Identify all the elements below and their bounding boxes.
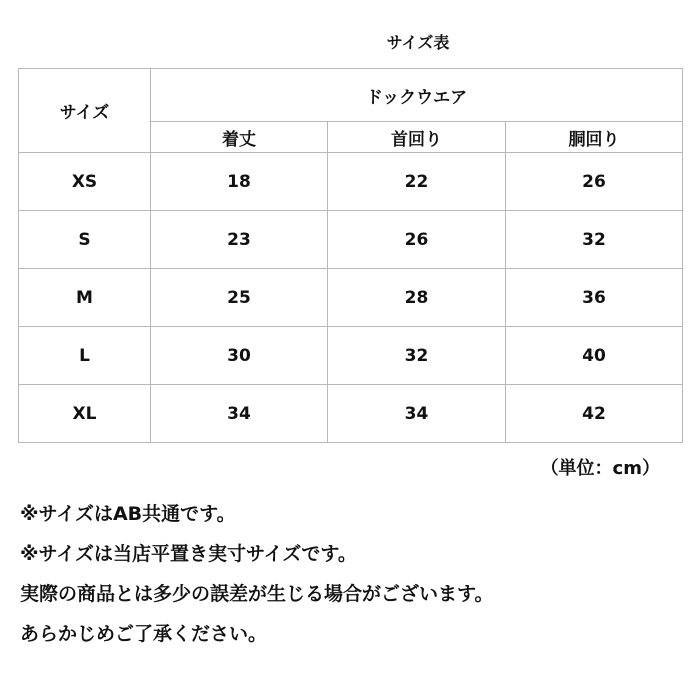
note-line: ※サイズはAB共通です。: [20, 503, 236, 525]
size-label: L: [19, 327, 151, 385]
note-line: あらかじめご了承ください。: [20, 623, 268, 645]
table-cell: 26: [506, 153, 683, 211]
size-label: XL: [19, 385, 151, 443]
size-column-header: サイズ: [19, 69, 151, 153]
table-row: [19, 211, 683, 269]
table-header-row: [19, 69, 683, 122]
group-header: ドックウエア: [151, 69, 683, 122]
table-cell: 34: [151, 385, 328, 443]
table-cell: 26: [328, 211, 506, 269]
table-cell: 22: [328, 153, 506, 211]
table-cell: 18: [151, 153, 328, 211]
table-row: [19, 153, 683, 211]
table-cell: 40: [506, 327, 683, 385]
notes: [20, 494, 493, 654]
size-label: XS: [19, 153, 151, 211]
column-header-neck: 首回り: [328, 122, 506, 153]
table-cell: 36: [506, 269, 683, 327]
size-label: S: [19, 211, 151, 269]
table-cell: 42: [506, 385, 683, 443]
unit-note: （単位：cm）: [540, 458, 660, 479]
size-label: M: [19, 269, 151, 327]
column-header-length: 着丈: [151, 122, 328, 153]
page-title: サイズ表: [386, 33, 450, 52]
table-cell: 32: [328, 327, 506, 385]
table-cell: 34: [328, 385, 506, 443]
column-header-chest: 胴回り: [506, 122, 683, 153]
table-cell: 28: [328, 269, 506, 327]
note-line: ※サイズは当店平置き実寸サイズです。: [20, 543, 357, 565]
table-cell: 30: [151, 327, 328, 385]
table-row: [19, 385, 683, 443]
note-line: 実際の商品とは多少の誤差が生じる場合がございます。: [20, 583, 494, 605]
table-row: [19, 269, 683, 327]
table-row: [19, 327, 683, 385]
size-table: [18, 68, 683, 443]
table-cell: 23: [151, 211, 328, 269]
table-cell: 32: [506, 211, 683, 269]
table-cell: 25: [151, 269, 328, 327]
